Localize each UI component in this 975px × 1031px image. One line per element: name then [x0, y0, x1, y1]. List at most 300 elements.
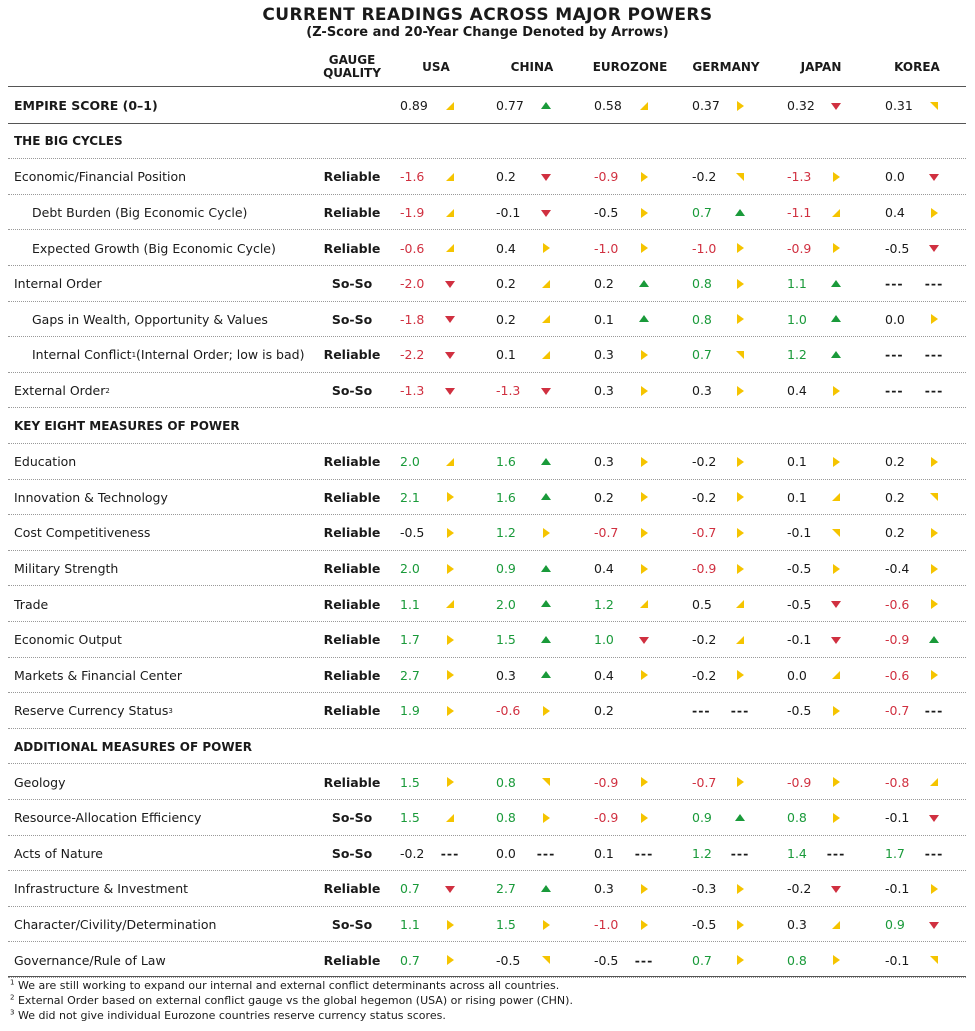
cell-value: 0.3 [594, 383, 614, 399]
gauge-header-line2: QUALITY [323, 66, 381, 80]
right-triangle-icon-shape [447, 528, 454, 538]
cell-value: -0.7 [594, 525, 619, 541]
cell-value: -0.2 [400, 845, 425, 861]
cell-value: 0.3 [496, 667, 516, 683]
right-triangle-icon [733, 668, 747, 682]
down-triangle-icon-shape [831, 637, 841, 644]
cell-value: -0.1 [787, 525, 812, 541]
change-indicator [633, 159, 655, 195]
change-indicator [923, 444, 945, 480]
cell-value: 1.1 [400, 917, 420, 933]
up-right-triangle-icon [637, 99, 651, 113]
cell-value: 1.9 [400, 703, 420, 719]
cell-value: 0.7 [692, 205, 712, 221]
up-triangle-icon-shape [831, 280, 841, 287]
change-indicator [825, 373, 847, 409]
right-triangle-icon [829, 455, 843, 469]
up-right-triangle-icon [829, 206, 843, 220]
change-indicator [923, 693, 945, 729]
right-triangle-icon [637, 455, 651, 469]
change-indicator [439, 88, 461, 124]
change-indicator [923, 622, 945, 658]
right-triangle-icon [829, 811, 843, 825]
up-right-triangle-icon [443, 455, 457, 469]
cell-value: 1.5 [496, 632, 516, 648]
right-triangle-icon-shape [447, 564, 454, 574]
down-right-triangle-icon [733, 170, 747, 184]
change-indicator [535, 764, 557, 800]
gauge-header-line1: GAUGE [328, 53, 376, 67]
row-label [14, 871, 314, 907]
cell-value: -0.2 [692, 454, 717, 470]
cell-value: 0.77 [496, 98, 524, 114]
down-right-triangle-icon-shape [736, 173, 744, 181]
right-triangle-icon-shape [737, 386, 744, 396]
right-triangle-icon [637, 241, 651, 255]
right-triangle-icon-shape [737, 777, 744, 787]
up-triangle-icon [539, 633, 553, 647]
right-triangle-icon-shape [447, 777, 454, 787]
row-label [14, 622, 314, 658]
row-label: Internal Conflict 1 (Internal Order; low is bad) [32, 347, 305, 363]
cell-value: -0.5 [594, 952, 619, 968]
right-triangle-icon-shape [641, 777, 648, 787]
change-indicator [535, 693, 557, 729]
row-label [14, 658, 314, 694]
cell-value: 0.37 [692, 98, 720, 114]
up-triangle-icon [539, 882, 553, 896]
cell-value: 0.0 [885, 169, 905, 185]
column-header-eurozone: EUROZONE [592, 59, 668, 74]
cell-value: 0.5 [692, 596, 712, 612]
cell-value: -0.9 [787, 774, 812, 790]
cell-value: -1.0 [692, 240, 717, 256]
no-data-dash: --- [730, 845, 750, 861]
no-data-dash: --- [924, 703, 944, 719]
up-right-triangle-icon-shape [446, 173, 454, 181]
change-indicator [923, 159, 945, 195]
row-label-text: KEY EIGHT MEASURES OF POWER [14, 419, 240, 434]
change-indicator [923, 480, 945, 516]
up-triangle-icon-shape [639, 280, 649, 287]
column-header-japan: JAPAN [800, 59, 842, 74]
change-indicator [633, 88, 655, 124]
up-right-triangle-icon [539, 312, 553, 326]
cell-value: 0.4 [496, 240, 516, 256]
change-indicator [633, 586, 655, 622]
up-triangle-icon [539, 668, 553, 682]
table-row [0, 337, 975, 373]
row-label-text: Economic/Financial Position [14, 169, 187, 185]
up-right-triangle-icon [733, 633, 747, 647]
right-triangle-icon [443, 775, 457, 789]
change-indicator [923, 373, 945, 409]
cell-value: -0.1 [885, 952, 910, 968]
down-triangle-icon-shape [541, 174, 551, 181]
cell-value: -0.1 [787, 632, 812, 648]
change-indicator [729, 658, 751, 694]
up-triangle-icon-shape [735, 814, 745, 821]
cell-value: --- [885, 276, 904, 292]
up-triangle-icon-shape [541, 600, 551, 607]
section-heading [14, 408, 314, 444]
up-triangle-icon [539, 455, 553, 469]
change-indicator [923, 942, 945, 978]
gauge-quality: So-So [331, 276, 373, 292]
right-triangle-icon [829, 241, 843, 255]
down-triangle-icon-shape [541, 210, 551, 217]
change-indicator [439, 302, 461, 338]
down-triangle-icon-shape [929, 245, 939, 252]
down-triangle-icon [443, 348, 457, 362]
row-label-text: Geology [14, 774, 66, 790]
cell-value: -0.6 [885, 667, 910, 683]
down-triangle-icon [927, 918, 941, 932]
down-triangle-icon-shape [639, 637, 649, 644]
change-indicator [729, 195, 751, 231]
gauge-quality: Reliable [323, 347, 381, 363]
change-indicator [633, 871, 655, 907]
gauge-quality: Reliable [323, 561, 381, 577]
right-triangle-icon [637, 206, 651, 220]
down-right-triangle-icon [927, 953, 941, 967]
up-triangle-icon-shape [831, 315, 841, 322]
right-triangle-icon-shape [931, 528, 938, 538]
cell-value: 0.31 [885, 98, 913, 114]
up-right-triangle-icon [539, 348, 553, 362]
cell-value: 0.3 [594, 347, 614, 363]
cell-value: -1.3 [787, 169, 812, 185]
right-triangle-icon [443, 490, 457, 504]
right-triangle-icon [733, 562, 747, 576]
change-indicator [729, 907, 751, 943]
up-right-triangle-icon-shape [542, 280, 550, 288]
down-triangle-icon-shape [831, 103, 841, 110]
footnote-1-marker: 1 [10, 978, 15, 987]
cell-value: 0.1 [496, 347, 516, 363]
table-row [0, 800, 975, 836]
change-indicator [535, 586, 557, 622]
change-indicator [825, 622, 847, 658]
row-label [14, 551, 314, 587]
down-right-triangle-icon-shape [832, 529, 840, 537]
cell-value: 0.2 [885, 454, 905, 470]
up-right-triangle-icon-shape [930, 778, 938, 786]
right-triangle-icon-shape [641, 564, 648, 574]
change-indicator [729, 337, 751, 373]
down-triangle-icon-shape [929, 922, 939, 929]
right-triangle-icon-shape [543, 920, 550, 930]
up-right-triangle-icon [637, 597, 651, 611]
row-separator [8, 977, 966, 978]
right-triangle-icon [829, 384, 843, 398]
change-indicator [439, 907, 461, 943]
right-triangle-icon [637, 526, 651, 540]
change-indicator [535, 551, 557, 587]
down-right-triangle-icon [927, 490, 941, 504]
cell-value: 1.4 [787, 845, 807, 861]
change-indicator [923, 764, 945, 800]
right-triangle-icon-shape [447, 670, 454, 680]
change-indicator [825, 230, 847, 266]
column-header-usa: USA [422, 59, 450, 74]
row-label [14, 800, 314, 836]
row-label [14, 444, 314, 480]
change-indicator [923, 658, 945, 694]
right-triangle-icon-shape [641, 208, 648, 218]
change-indicator [535, 337, 557, 373]
right-triangle-icon [637, 811, 651, 825]
cell-value: 1.7 [400, 632, 420, 648]
down-right-triangle-icon-shape [736, 351, 744, 359]
row-label [14, 586, 314, 622]
right-triangle-icon [733, 918, 747, 932]
change-indicator [439, 764, 461, 800]
row-label [32, 195, 332, 231]
footnote-1-text: We are still working to expand our internal and external conflict determinants across all countries. [14, 979, 560, 992]
up-right-triangle-icon-shape [542, 315, 550, 323]
page-title: CURRENT READINGS ACROSS MAJOR POWERS [262, 5, 713, 25]
row-label-text: THE BIG CYCLES [14, 134, 123, 149]
up-right-triangle-icon [443, 597, 457, 611]
change-indicator [729, 836, 751, 872]
right-triangle-icon-shape [931, 670, 938, 680]
gauge-quality: So-So [331, 810, 373, 826]
change-indicator [633, 230, 655, 266]
down-right-triangle-icon-shape [542, 956, 550, 964]
right-triangle-icon-shape [833, 243, 840, 253]
up-right-triangle-icon-shape [446, 209, 454, 217]
up-right-triangle-icon-shape [736, 600, 744, 608]
change-indicator [535, 942, 557, 978]
footnote-3 [10, 1009, 446, 1023]
row-label-text: Character/Civility/Determination [14, 917, 217, 933]
right-triangle-icon-shape [737, 243, 744, 253]
up-right-triangle-icon-shape [640, 600, 648, 608]
change-indicator [439, 195, 461, 231]
gauge-quality: Reliable [323, 632, 381, 648]
right-triangle-icon-shape [543, 528, 550, 538]
change-indicator [923, 871, 945, 907]
up-triangle-icon [733, 811, 747, 825]
change-indicator [923, 195, 945, 231]
gauge-quality: Reliable [323, 169, 381, 185]
right-triangle-icon [733, 775, 747, 789]
change-indicator [825, 480, 847, 516]
footnote-1 [10, 979, 559, 993]
change-indicator [729, 159, 751, 195]
section-row [0, 408, 975, 444]
cell-value: 0.89 [400, 98, 428, 114]
change-indicator [923, 586, 945, 622]
right-triangle-icon [927, 526, 941, 540]
cell-value: --- [692, 703, 711, 719]
gauge-quality: Reliable [323, 525, 381, 541]
cell-value: -0.5 [496, 952, 521, 968]
cell-value: 0.1 [594, 845, 614, 861]
section-heading [14, 124, 314, 160]
up-triangle-icon-shape [541, 102, 551, 109]
right-triangle-icon [927, 562, 941, 576]
right-triangle-icon [733, 384, 747, 398]
table-row [0, 230, 975, 266]
cell-value: --- [885, 383, 904, 399]
right-triangle-icon-shape [833, 457, 840, 467]
down-triangle-icon-shape [445, 352, 455, 359]
gauge-quality: Reliable [323, 454, 381, 470]
cell-value: 0.1 [787, 489, 807, 505]
change-indicator [535, 195, 557, 231]
right-triangle-icon [443, 953, 457, 967]
change-indicator [923, 302, 945, 338]
down-triangle-icon-shape [831, 886, 841, 893]
cell-value: 0.3 [787, 917, 807, 933]
table-row [0, 551, 975, 587]
change-indicator [825, 195, 847, 231]
change-indicator [633, 373, 655, 409]
down-triangle-icon [927, 811, 941, 825]
cell-value: 1.5 [400, 810, 420, 826]
cell-value: -0.3 [692, 881, 717, 897]
down-right-triangle-icon-shape [930, 956, 938, 964]
right-triangle-icon-shape [931, 599, 938, 609]
table-row [0, 658, 975, 694]
cell-value: 1.5 [496, 917, 516, 933]
right-triangle-icon-shape [641, 670, 648, 680]
cell-value: -0.2 [692, 667, 717, 683]
gauge-quality: So-So [331, 917, 373, 933]
row-label [14, 836, 314, 872]
change-indicator [729, 444, 751, 480]
down-triangle-icon [539, 170, 553, 184]
table-row [0, 942, 975, 978]
cell-value: 0.2 [594, 703, 614, 719]
right-triangle-icon-shape [737, 101, 744, 111]
column-header-china: CHINA [510, 59, 554, 74]
cell-value: 0.32 [787, 98, 815, 114]
right-triangle-icon-shape [737, 920, 744, 930]
down-triangle-icon-shape [541, 388, 551, 395]
right-triangle-icon-shape [833, 564, 840, 574]
change-indicator [729, 266, 751, 302]
cell-value: 1.1 [787, 276, 807, 292]
gauge-quality: So-So [331, 383, 373, 399]
right-triangle-icon [733, 526, 747, 540]
change-indicator [439, 871, 461, 907]
row-label: External Order 2 [14, 383, 110, 399]
page-subtitle: (Z-Score and 20-Year Change Denoted by Arrows) [306, 25, 669, 40]
change-indicator [825, 693, 847, 729]
section-row [0, 729, 975, 765]
no-data-dash: --- [536, 845, 556, 861]
up-right-triangle-icon-shape [446, 244, 454, 252]
up-triangle-icon-shape [541, 458, 551, 465]
cell-value: 0.2 [885, 525, 905, 541]
cell-value: 0.9 [885, 917, 905, 933]
change-indicator [633, 195, 655, 231]
cell-value: -0.2 [787, 881, 812, 897]
footnote-3-text: We did not give individual Eurozone countries reserve currency status scores. [14, 1009, 446, 1022]
up-triangle-icon [539, 562, 553, 576]
change-indicator [923, 551, 945, 587]
gauge-quality: So-So [331, 845, 373, 861]
right-triangle-icon-shape [833, 777, 840, 787]
change-indicator [439, 658, 461, 694]
row-label-text: Military Strength [14, 561, 119, 577]
cell-value: 1.2 [594, 596, 614, 612]
right-triangle-icon [927, 312, 941, 326]
change-indicator [535, 444, 557, 480]
row-label-text: Cost Competitiveness [14, 525, 151, 541]
right-triangle-icon-shape [543, 706, 550, 716]
up-triangle-icon-shape [541, 493, 551, 500]
change-indicator [729, 515, 751, 551]
table-row [0, 373, 975, 409]
right-triangle-icon [829, 953, 843, 967]
up-triangle-icon [539, 597, 553, 611]
up-triangle-icon-shape [929, 636, 939, 643]
right-triangle-icon [637, 348, 651, 362]
change-indicator [535, 266, 557, 302]
change-indicator [825, 764, 847, 800]
right-triangle-icon-shape [641, 243, 648, 253]
change-indicator [825, 942, 847, 978]
gauge-quality: Reliable [323, 240, 381, 256]
right-triangle-icon-shape [931, 457, 938, 467]
down-right-triangle-icon-shape [930, 102, 938, 110]
change-indicator [535, 658, 557, 694]
right-triangle-icon-shape [447, 706, 454, 716]
right-triangle-icon-shape [833, 955, 840, 965]
right-triangle-icon-shape [931, 564, 938, 574]
change-indicator [729, 622, 751, 658]
down-triangle-icon [443, 277, 457, 291]
up-triangle-icon-shape [541, 636, 551, 643]
right-triangle-icon [733, 277, 747, 291]
cell-value: 0.2 [496, 169, 516, 185]
cell-value: 0.2 [496, 311, 516, 327]
row-label-tail: (Internal Order; low is bad) [136, 347, 305, 363]
cell-value: -1.0 [594, 917, 619, 933]
right-triangle-icon [443, 633, 457, 647]
cell-value: 0.2 [885, 489, 905, 505]
up-right-triangle-icon [443, 99, 457, 113]
change-indicator [535, 88, 557, 124]
footer-rule [8, 976, 966, 977]
row-label-text: Internal Order [14, 276, 102, 292]
right-triangle-icon-shape [447, 955, 454, 965]
change-indicator [439, 693, 461, 729]
right-triangle-icon-shape [641, 884, 648, 894]
right-triangle-icon [927, 882, 941, 896]
down-triangle-icon [443, 384, 457, 398]
gauge-quality: Reliable [323, 952, 381, 968]
down-triangle-icon-shape [445, 281, 455, 288]
row-label-text: Economic Output [14, 632, 122, 648]
footnote-2 [10, 994, 573, 1008]
row-label-text: Trade [14, 596, 49, 612]
cell-value: -0.9 [885, 632, 910, 648]
up-triangle-icon [733, 206, 747, 220]
right-triangle-icon-shape [931, 884, 938, 894]
row-label-text: External Order [14, 383, 106, 399]
change-indicator [535, 230, 557, 266]
change-indicator [633, 658, 655, 694]
down-right-triangle-icon [733, 348, 747, 362]
right-triangle-icon [539, 704, 553, 718]
cell-value: 0.7 [692, 952, 712, 968]
change-indicator [633, 266, 655, 302]
